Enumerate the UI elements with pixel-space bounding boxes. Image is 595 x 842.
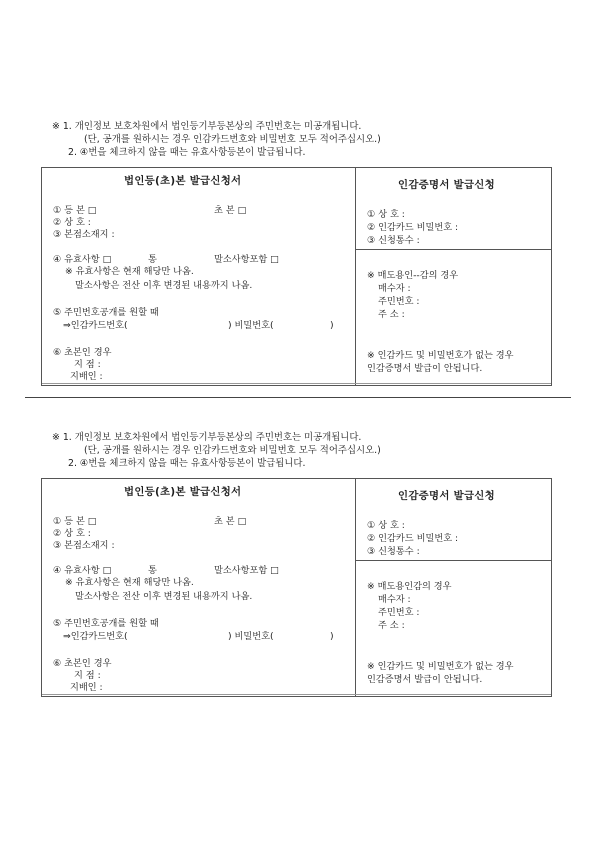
sale-seal-note: ※ 매도용인--감의 경우 [367, 270, 459, 281]
resident-number-field[interactable]: 주민번호 : [378, 607, 420, 618]
notice-block [52, 431, 381, 470]
seal-company-field[interactable]: ① 상 호 : [367, 209, 405, 220]
seal-company-field[interactable]: ① 상 호 : [367, 520, 405, 531]
seal-card-password-field[interactable]: ② 인감카드 비밀번호 : [367, 222, 459, 233]
extract-checkbox[interactable]: 초 본 □ [214, 205, 247, 216]
address-field[interactable]: 주 소 : [378, 309, 405, 320]
notice-block [52, 120, 381, 159]
certified-copy-checkbox[interactable]: ① 등 본 □ [53, 205, 97, 216]
right-row-divider [355, 560, 551, 561]
cancelled-items-note: 말소사항은 전산 이후 변경된 내용까지 나옴. [75, 280, 253, 291]
valid-items-checkbox[interactable]: ④ 유효사항 □ [53, 254, 112, 265]
seal-card-password-field[interactable]: ② 인감카드 비밀번호 : [367, 533, 459, 544]
column-divider [355, 479, 356, 696]
password-label: ) 비밀번호( [228, 320, 274, 331]
resident-number-field[interactable]: 주민번호 : [378, 296, 420, 307]
copies-label: 통 [148, 254, 157, 265]
right-row-divider [355, 249, 551, 250]
include-cancelled-checkbox[interactable]: 말소사항포함 □ [214, 254, 279, 265]
disclose-id-label: ⑤ 주민번호공개를 원할 때 [53, 307, 159, 318]
buyer-field[interactable]: 매수자 : [378, 594, 411, 605]
corp-register-title: 법인등(초)본 발급신청서 [124, 486, 242, 498]
extract-case-label: ⑥ 초본인 경우 [53, 347, 112, 358]
seal-card-number-label: ⇒인감카드번호( [63, 631, 128, 642]
sale-seal-note: ※ 매도용인감의 경우 [367, 581, 452, 592]
notice-line-1: ※ 1. 개인정보 보호차원에서 법인등기부등본상의 주민번호는 미공개됩니다. [52, 432, 362, 443]
valid-items-note: ※ 유효사항은 현재 해당만 나옴. [65, 577, 194, 588]
notice-line-3: 2. ④번을 체크하지 않을 때는 유효사항등본이 발급됩니다. [68, 147, 306, 158]
seal-card-number-label: ⇒인감카드번호( [63, 320, 128, 331]
password-label: ) 비밀번호( [228, 631, 274, 642]
branch-field[interactable]: 지 점 : [74, 359, 101, 370]
copies-label: 통 [148, 565, 157, 576]
password-close: ) [330, 631, 334, 642]
address-field[interactable]: 주 소 : [378, 620, 405, 631]
disclose-id-label: ⑤ 주민번호공개를 원할 때 [53, 618, 159, 629]
head-office-field[interactable]: ③ 본점소재지 : [53, 229, 115, 240]
notice-line-2: (단, 공개를 원하시는 경우 인감카드번호와 비밀번호 모두 적어주십시오.) [84, 134, 381, 145]
no-card-warning-2: 인감증명서 발급이 안됩니다. [367, 363, 483, 374]
seal-cert-title: 인감증명서 발급신청 [398, 490, 495, 502]
seal-cert-title: 인감증명서 발급신청 [398, 179, 495, 191]
no-card-warning-2: 인감증명서 발급이 안됩니다. [367, 674, 483, 685]
application-form [41, 167, 552, 386]
head-office-field[interactable]: ③ 본점소재지 : [53, 540, 115, 551]
notice-line-3: 2. ④번을 체크하지 않을 때는 유효사항등본이 발급됩니다. [68, 458, 306, 469]
certified-copy-checkbox[interactable]: ① 등 본 □ [53, 516, 97, 527]
no-card-warning-1: ※ 인감카드 및 비밀번호가 없는 경우 [367, 350, 514, 361]
extract-case-label: ⑥ 초본인 경우 [53, 658, 112, 669]
notice-line-1: ※ 1. 개인정보 보호차원에서 법인등기부등본상의 주민번호는 미공개됩니다. [52, 121, 362, 132]
company-name-field[interactable]: ② 상 호 : [53, 217, 91, 228]
valid-items-note: ※ 유효사항은 현재 해당만 나옴. [65, 266, 194, 277]
bottom-rule [42, 383, 551, 384]
password-close: ) [330, 320, 334, 331]
notice-line-2: (단, 공개를 원하시는 경우 인감카드번호와 비밀번호 모두 적어주십시오.) [84, 445, 381, 456]
manager-field[interactable]: 지배인 : [70, 371, 103, 382]
buyer-field[interactable]: 매수자 : [378, 283, 411, 294]
request-count-field[interactable]: ③ 신청통수 : [367, 235, 420, 246]
request-count-field[interactable]: ③ 신청통수 : [367, 546, 420, 557]
cut-line [25, 397, 571, 398]
valid-items-checkbox[interactable]: ④ 유효사항 □ [53, 565, 112, 576]
extract-checkbox[interactable]: 초 본 □ [214, 516, 247, 527]
branch-field[interactable]: 지 점 : [74, 670, 101, 681]
bottom-rule [42, 694, 551, 695]
application-form [41, 478, 552, 697]
include-cancelled-checkbox[interactable]: 말소사항포함 □ [214, 565, 279, 576]
no-card-warning-1: ※ 인감카드 및 비밀번호가 없는 경우 [367, 661, 514, 672]
manager-field[interactable]: 지배인 : [70, 682, 103, 693]
corp-register-title: 법인등(초)본 발급신청서 [124, 175, 242, 187]
company-name-field[interactable]: ② 상 호 : [53, 528, 91, 539]
column-divider [355, 168, 356, 385]
cancelled-items-note: 말소사항은 전산 이후 변경된 내용까지 나옴. [75, 591, 253, 602]
